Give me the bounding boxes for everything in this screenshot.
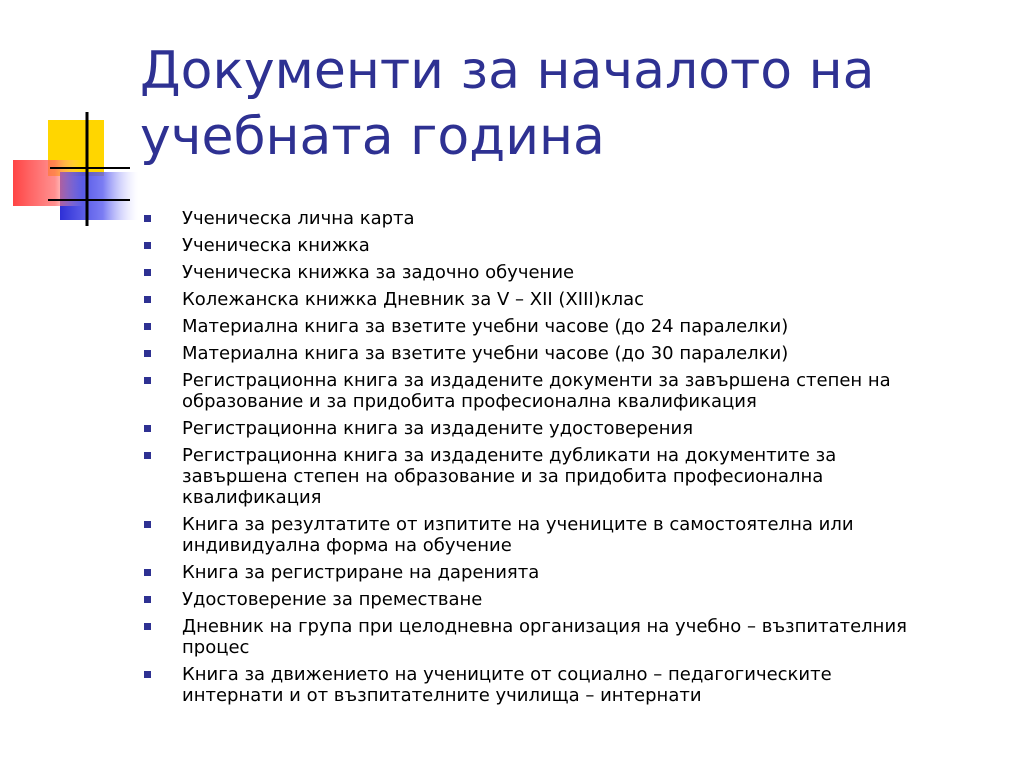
list-item-line: квалификация <box>182 487 322 508</box>
list-item <box>140 445 1000 508</box>
list-item-line: интернати и от възпитателните училища – интернати <box>182 685 702 706</box>
list-item-line: Регистрационна книга за издадените документи за завършена степен на <box>182 370 891 391</box>
list-item-line: Ученическа книжка <box>182 235 370 256</box>
list-item <box>140 514 1000 556</box>
list-item <box>140 343 1000 364</box>
bullet-square-icon <box>144 242 151 249</box>
list-item-text <box>182 370 891 412</box>
list-item-text <box>182 289 644 310</box>
list-item <box>140 616 1000 658</box>
list-item-text <box>182 262 574 283</box>
list-item-line: Книга за регистриране на даренията <box>182 562 540 583</box>
list-item <box>140 418 1000 439</box>
list-item-text <box>182 616 907 658</box>
list-item-line: завършена степен на образование и за придобита професионална <box>182 466 824 487</box>
bullet-square-icon <box>144 596 151 603</box>
list-item <box>140 235 1000 256</box>
slide-title-line: учебната година <box>140 107 605 167</box>
bullet-square-icon <box>144 623 151 630</box>
bullet-square-icon <box>144 671 151 678</box>
list-item-text <box>182 343 788 364</box>
list-item-line: Колежанска книжка Дневник за V – XII (XIII)клас <box>182 289 645 310</box>
list-item-text <box>182 589 482 610</box>
list-item-line: Регистрационна книга за издадените удостоверения <box>182 418 694 439</box>
list-item <box>140 289 1000 310</box>
slide-title <box>140 38 1000 170</box>
list-item <box>140 208 1000 229</box>
list-item-line: Материална книга за взетите учебни часове (до 24 паралелки) <box>182 316 789 337</box>
bullet-square-icon <box>144 377 151 384</box>
decorative-squares-logo <box>0 0 140 240</box>
list-item <box>140 370 1000 412</box>
bullet-square-icon <box>144 269 151 276</box>
list-item <box>140 562 1000 583</box>
bullet-square-icon <box>144 569 151 576</box>
list-item-line: Ученическа книжка за задочно обучение <box>182 262 575 283</box>
bullet-square-icon <box>144 350 151 357</box>
list-item-line: Ученическа лична карта <box>182 208 415 229</box>
list-item <box>140 262 1000 283</box>
document-list <box>140 208 1000 712</box>
list-item-text <box>182 445 836 508</box>
list-item <box>140 589 1000 610</box>
bullet-square-icon <box>144 215 151 222</box>
list-item-text <box>182 418 693 439</box>
bullet-square-icon <box>144 296 151 303</box>
list-item <box>140 664 1000 706</box>
list-item-text <box>182 235 370 256</box>
list-item-text <box>182 514 854 556</box>
list-item-text <box>182 316 788 337</box>
bullet-square-icon <box>144 452 151 459</box>
slide-title-line: Документи за началото на <box>140 41 875 101</box>
list-item-line: индивидуална форма на обучение <box>182 535 512 556</box>
list-item-line: Материална книга за взетите учебни часове (до 30 паралелки) <box>182 343 789 364</box>
bullet-square-icon <box>144 425 151 432</box>
bullet-square-icon <box>144 521 151 528</box>
list-item <box>140 316 1000 337</box>
list-item-line: Регистрационна книга за издадените дубликати на документите за <box>182 445 837 466</box>
list-item-text <box>182 664 832 706</box>
list-item-text <box>182 562 539 583</box>
list-item-line: Дневник на група при целодневна организация на учебно – възпитателния <box>182 616 907 637</box>
list-item-line: процес <box>182 637 250 658</box>
list-item-line: Удостоверение за преместване <box>182 589 483 610</box>
list-item-line: Книга за движението на учениците от социално – педагогическите <box>182 664 832 685</box>
list-item-line: образование и за придобита професионална квалификация <box>182 391 757 412</box>
bullet-square-icon <box>144 323 151 330</box>
list-item-text <box>182 208 415 229</box>
list-item-line: Книга за резултатите от изпитите на учениците в самостоятелна или <box>182 514 854 535</box>
